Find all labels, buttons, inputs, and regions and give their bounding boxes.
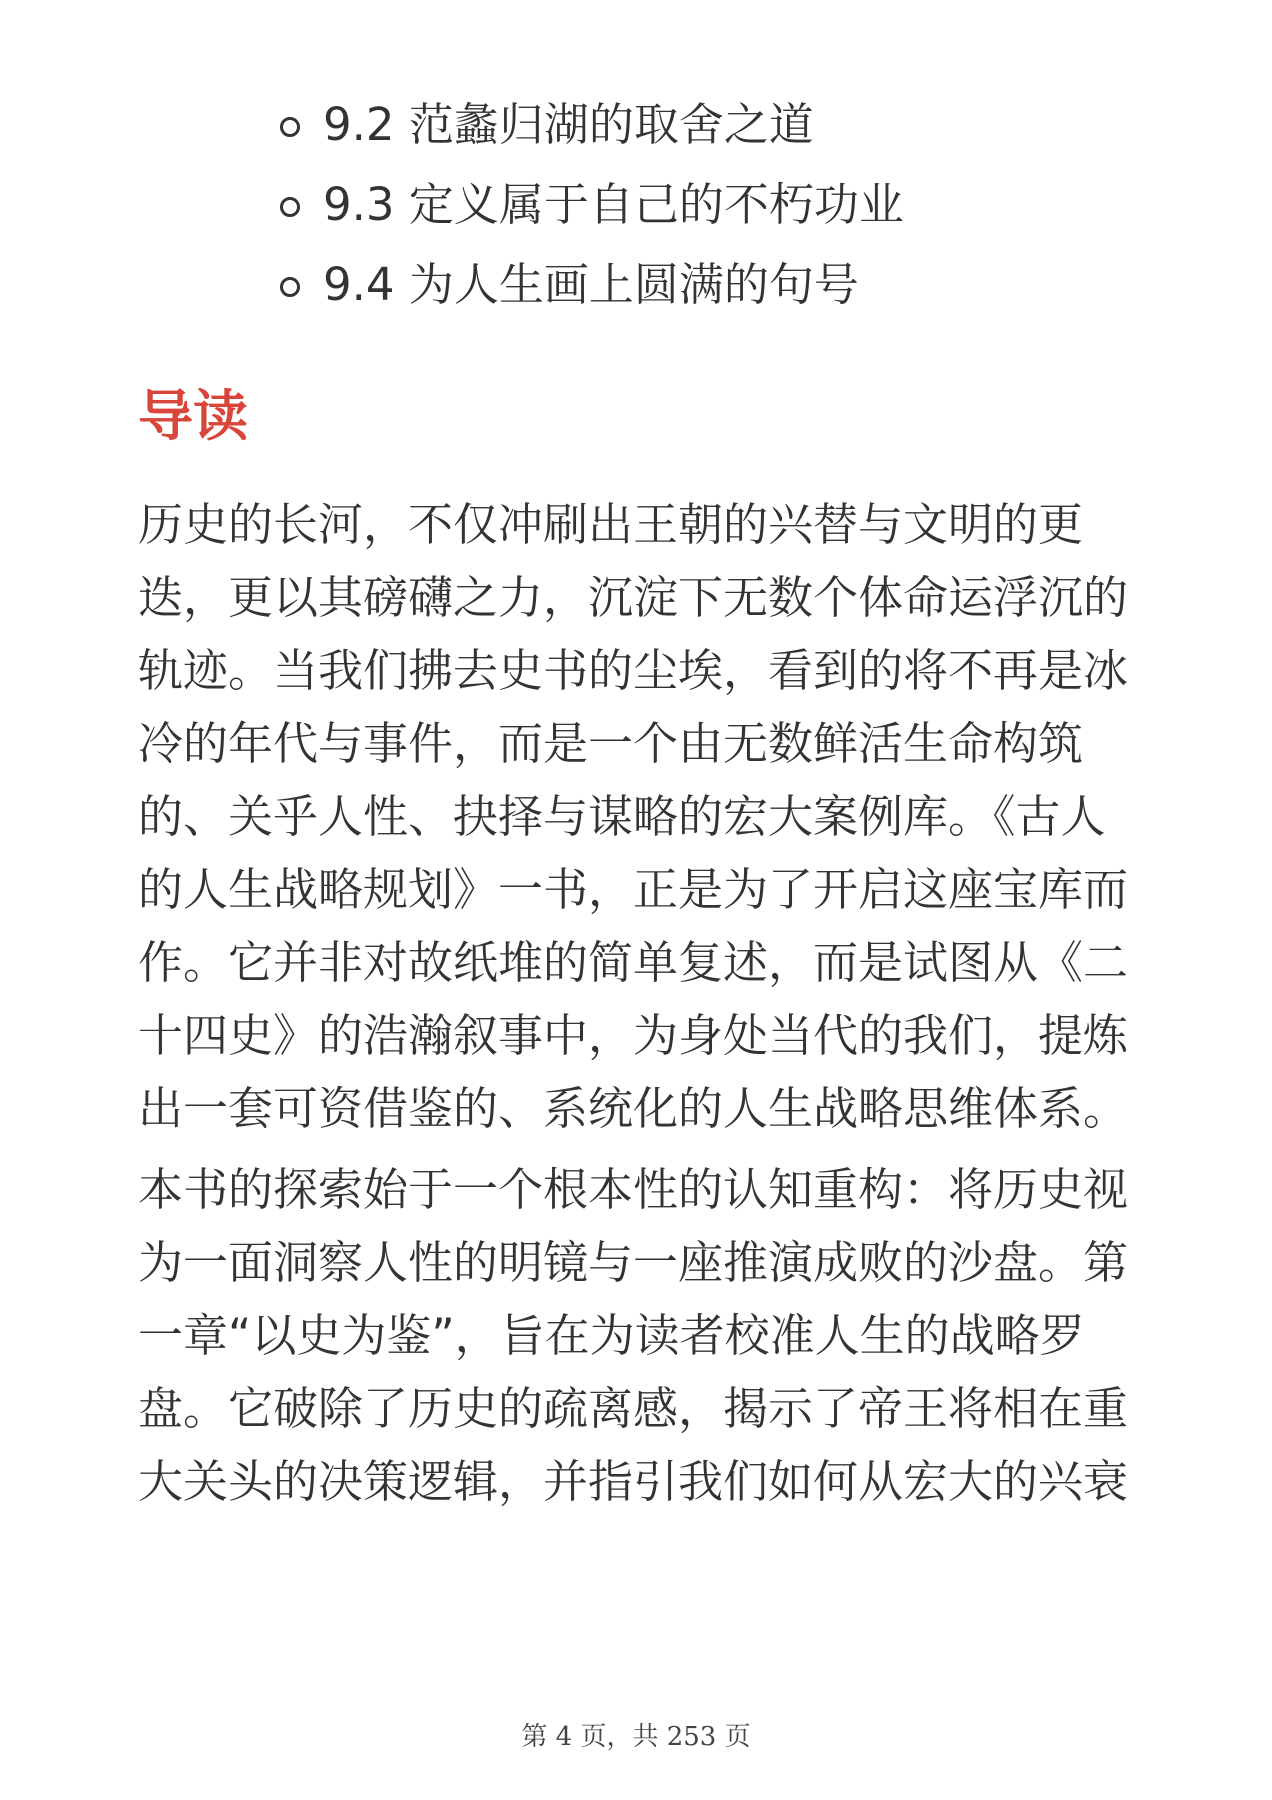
paragraph-line: 一章“以史为鉴”，旨在为读者校准人生的战略罗: [138, 1309, 1085, 1362]
paragraph-line: 冷的年代与事件，而是一个由无数鲜活生命构筑: [138, 717, 1084, 770]
paragraph-line: 为一面洞察人性的明镜与一座推演成败的沙盘。第: [138, 1236, 1129, 1289]
paragraph-line: 历史的长河，不仅冲刷出王朝的兴替与文明的更: [138, 498, 1084, 551]
body-paragraph: [138, 1153, 1138, 1518]
paragraph-line: 作。它并非对故纸堆的简单复述，而是试图从《二: [138, 936, 1129, 989]
toc-item-label: 9.4 为人生画上圆满的句号: [323, 258, 859, 311]
paragraph-line: 本书的探索始于一个根本性的认知重构：将历史视: [138, 1163, 1129, 1216]
body-paragraph: [138, 488, 1138, 1145]
paragraph-line: 的、关乎人性、抉择与谋略的宏大案例库。《古人: [138, 790, 1106, 843]
page-number-footer: 第 4 页，共 253 页: [521, 1722, 751, 1752]
paragraph-line: 轨迹。当我们拂去史书的尘埃，看到的将不再是冰: [138, 644, 1129, 697]
paragraph-line: 出一套可资借鉴的、系统化的人生战略思维体系。: [138, 1082, 1129, 1135]
toc-item-label: 9.2 范蠡归湖的取舍之道: [323, 98, 814, 151]
paragraph-line: 的人生战略规划》一书，正是为了开启这座宝库而: [138, 863, 1129, 916]
hollow-circle-bullet-icon: [280, 277, 300, 297]
paragraph-line: 迭，更以其磅礴之力，沉淀下无数个体命运浮沉的: [138, 571, 1129, 624]
section-heading: 导读: [138, 384, 249, 448]
paragraph-line: 盘。它破除了历史的疏离感，揭示了帝王将相在重: [138, 1382, 1129, 1435]
paragraph-line: 十四史》的浩瀚叙事中，为身处当代的我们，提炼: [138, 1009, 1129, 1062]
toc-item[interactable]: [280, 172, 1180, 252]
paragraph-line: 大关头的决策逻辑，并指引我们如何从宏大的兴衰: [138, 1455, 1129, 1508]
toc-item[interactable]: [280, 252, 1180, 332]
hollow-circle-bullet-icon: [280, 117, 300, 137]
hollow-circle-bullet-icon: [280, 197, 300, 217]
table-of-contents-list: [280, 92, 1180, 332]
toc-item-label: 9.3 定义属于自己的不朽功业: [323, 178, 904, 231]
toc-item[interactable]: [280, 92, 1180, 172]
